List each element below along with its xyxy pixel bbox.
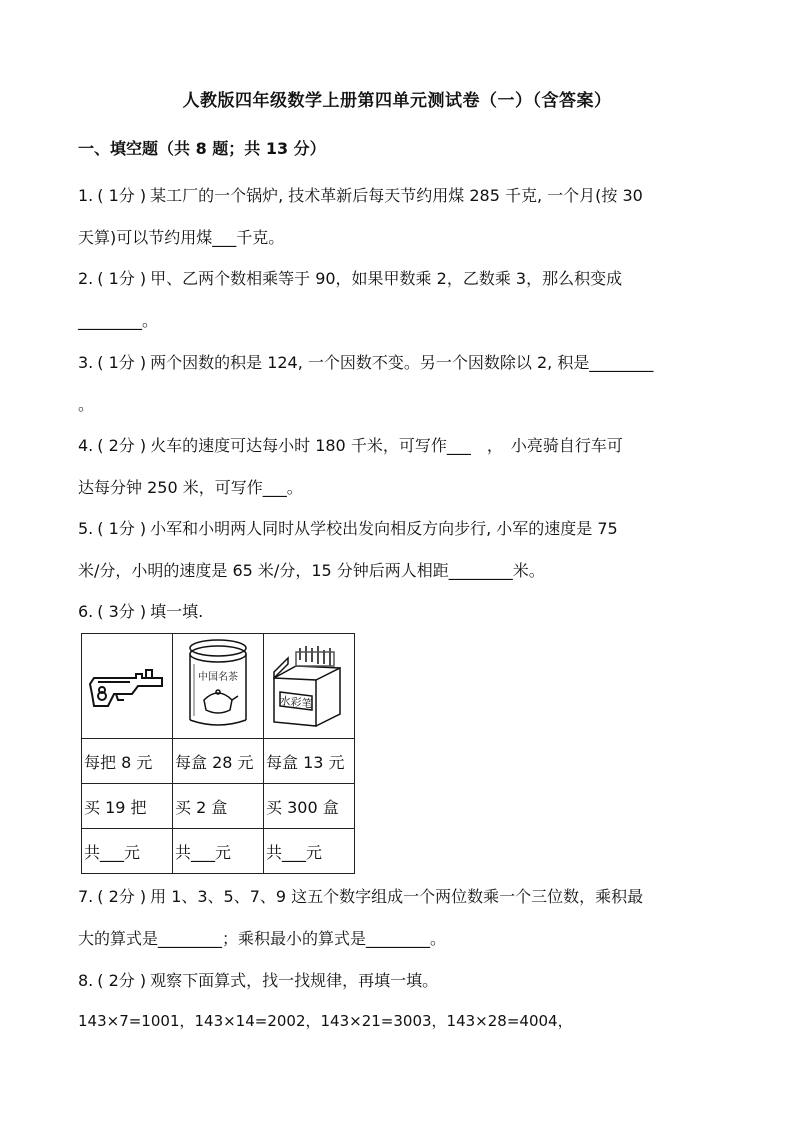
table-cell: 买 300 盒 [264,784,355,829]
question-1 [78,175,723,259]
question-text: 观察下面算式，找一找规律，再填一填。 [150,971,439,990]
question-text: 小军和小明两人同时从学校出发向相反方向步行, 小军的速度是 75 [150,519,618,538]
question-text: 两个因数的积是 124, 一个因数不变。另一个因数除以 2, 积是________ [150,353,654,372]
table-cell: 买 2 盒 [173,784,264,829]
question-text: 甲、乙两个数相乘等于 90，如果甲数乘 2，乙数乘 3，那么积变成 [150,269,623,288]
question-text: 火车的速度可达每小时 180 千米，可写作___ ， 小亮骑自行车可 [150,436,623,455]
water-gun-picture [84,654,170,714]
question-2 [78,258,723,342]
question-number: 4. [78,436,94,455]
question-score: ( 1分 ) [97,353,147,372]
question-text: 填一填. [150,602,204,621]
question-score: ( 2分 ) [97,887,147,906]
table-cell: 每盒 28 元 [173,739,264,784]
table-cell [82,634,173,739]
table-cell: 每把 8 元 [82,739,173,784]
question-line [78,876,723,918]
table-cell: 每盒 13 元 [264,739,355,784]
question-score: ( 2分 ) [97,971,147,990]
pen-box-label: 水彩笔 [278,694,314,711]
watercolor-pen-box-picture [266,636,352,732]
table-row [82,739,355,784]
tea-can-picture [178,634,258,734]
question-number: 5. [78,519,94,538]
question-8 [78,960,723,1002]
question-line: 天算)可以节约用煤___千克。 [78,228,285,247]
table-row [82,784,355,829]
question-line [78,960,723,1002]
table-cell: 共___元 [82,829,173,874]
question-line [78,342,723,384]
question-score: ( 1分 ) [97,269,147,288]
question-score: ( 1分 ) [97,519,147,538]
question-number: 6. [78,602,94,621]
question-score: ( 3分 ) [97,602,147,621]
goods-table [81,633,355,874]
question-line [78,425,723,467]
table-cell [264,634,355,739]
question-score: ( 1分 ) [97,186,147,205]
section-heading: 一、填空题（共 8 题；共 13 分） [78,139,326,158]
question-line [78,591,723,633]
question-5 [78,508,723,592]
formula-line: 143×7=1001，143×14=2002，143×21=3003，143×28=4004， [78,1012,573,1030]
question-6 [78,591,723,633]
question-text: 某工厂的一个锅炉, 技术革新后每天节约用煤 285 千克, 一个月(按 30 [150,186,643,205]
question-3 [78,342,723,426]
table-cell: 共___元 [264,829,355,874]
question-number: 3. [78,353,94,372]
question-number: 1. [78,186,94,205]
question-line: ________。 [78,311,159,330]
question-number: 8. [78,971,94,990]
question-line: 米/分，小明的速度是 65 米/分，15 分钟后两人相距________米。 [78,561,545,580]
table-cell: 共___元 [173,829,264,874]
question-score: ( 2分 ) [97,436,147,455]
table-cell: 买 19 把 [82,784,173,829]
table-row [82,829,355,874]
table-row [82,634,355,739]
table-cell [173,634,264,739]
question-4 [78,425,723,509]
question-line: 达每分钟 250 米，可写作___。 [78,478,303,497]
question-line: 大的算式是________；乘积最小的算式是________。 [78,929,447,948]
question-line [78,258,723,300]
question-7 [78,876,723,960]
question-number: 7. [78,887,94,906]
question-line: 。 [78,395,95,414]
question-line [78,175,723,217]
question-line [78,508,723,550]
page-title: 人教版四年级数学上册第四单元测试卷（一）（含答案） [182,91,612,111]
tea-can-label: 中国名茶 [198,672,238,683]
question-number: 2. [78,269,94,288]
question-text: 用 1、3、5、7、9 这五个数字组成一个两位数乘一个三位数，乘积最 [150,887,644,906]
